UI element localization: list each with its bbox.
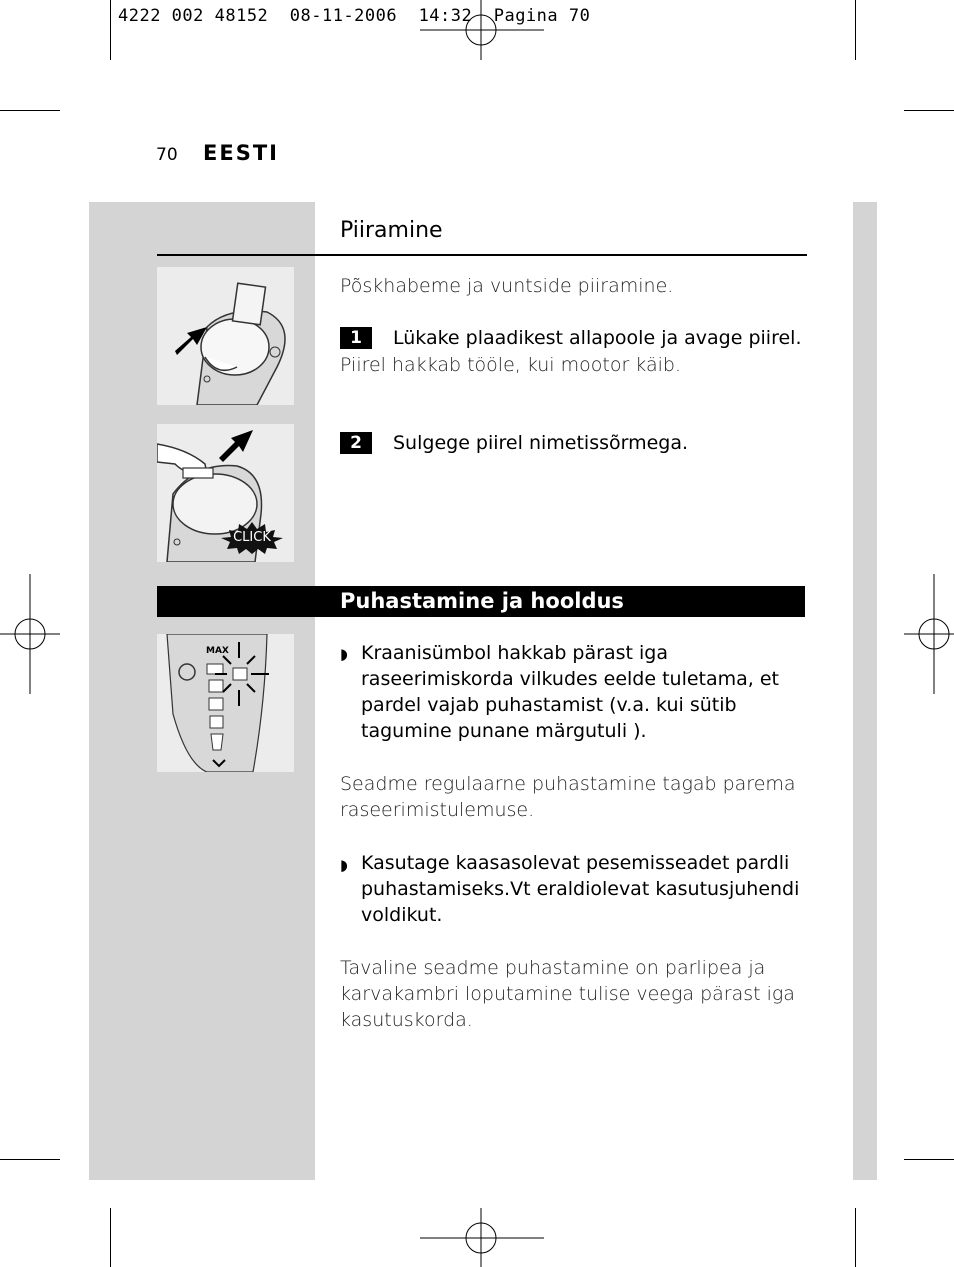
max-label: MAX — [206, 646, 229, 656]
section-title-clean: Puhastamine ja hooldus — [340, 589, 624, 613]
step-1-text: Lükake plaadikest allapoole ja avage piirel. — [393, 327, 802, 349]
registration-mark — [904, 574, 954, 694]
crop-mark — [904, 1159, 954, 1160]
crop-mark — [110, 0, 111, 60]
right-gray-strip — [853, 202, 877, 1180]
step-2-text: Sulgege piirel nimetissõrmega. — [393, 432, 689, 454]
step-number-1: 1 — [340, 327, 372, 349]
shaver-icon — [157, 267, 294, 405]
trimmer-close-illustration — [157, 424, 294, 562]
text-line: karvakambri loputamine tulise veega pärast iga — [340, 983, 795, 1005]
print-slug-line: 4222 002 48152 08-11-2006 14:32 Pagina 70 — [118, 6, 591, 26]
text-line: raseerimistulemuse. — [340, 799, 535, 821]
text-line: Tavaline seadme puhastamine on parlipea ja — [340, 957, 766, 979]
step-number-2: 2 — [340, 432, 372, 454]
bullet-2-text — [361, 850, 799, 928]
text-line: pardel vajab puhastamist (v.a. kui sütib — [361, 694, 737, 716]
page-number: 70 — [156, 145, 178, 165]
crop-mark — [855, 1208, 856, 1267]
crop-mark — [110, 1208, 111, 1267]
bullet-icon: ◗ — [340, 645, 348, 663]
text-line: Seadme regulaarne puhastamine tagab parema — [340, 773, 796, 795]
registration-mark — [420, 1208, 544, 1267]
click-badge — [221, 522, 283, 554]
text-line: kasutuskorda. — [340, 1009, 473, 1031]
crop-mark — [855, 0, 856, 60]
display-panel-illustration — [157, 634, 294, 772]
trim-intro: Põskhabeme ja vuntside piiramine. — [340, 275, 674, 297]
click-label: CLICK — [233, 530, 271, 545]
bullet-1-text — [361, 640, 779, 744]
text-line: puhastamiseks.Vt eraldiolevat kasutusjuhendi — [361, 878, 800, 900]
text-line: voldikut. — [361, 904, 443, 926]
crop-mark — [904, 110, 954, 111]
text-line: tagumine punane märgutuli ). — [361, 720, 647, 742]
bullet-icon: ◗ — [340, 856, 348, 874]
trimmer-open-illustration — [157, 267, 294, 405]
paragraph-1 — [340, 771, 796, 823]
crop-mark — [0, 1159, 60, 1160]
crop-mark — [0, 110, 60, 111]
paragraph-2 — [340, 955, 795, 1033]
step-1-note: Piirel hakkab tööle, kui mootor käib. — [340, 354, 681, 376]
registration-mark — [0, 574, 60, 694]
language-heading: EESTI — [203, 141, 279, 165]
section-title-trim: Piiramine — [340, 218, 443, 243]
text-line: raseerimiskorda vilkudes eelde tuletama, et — [361, 668, 779, 690]
text-line: Kraanisümbol hakkab pärast iga — [361, 642, 668, 664]
section-rule — [157, 254, 807, 256]
text-line: Kasutage kaasasolevat pesemisseadet pardli — [361, 852, 790, 874]
